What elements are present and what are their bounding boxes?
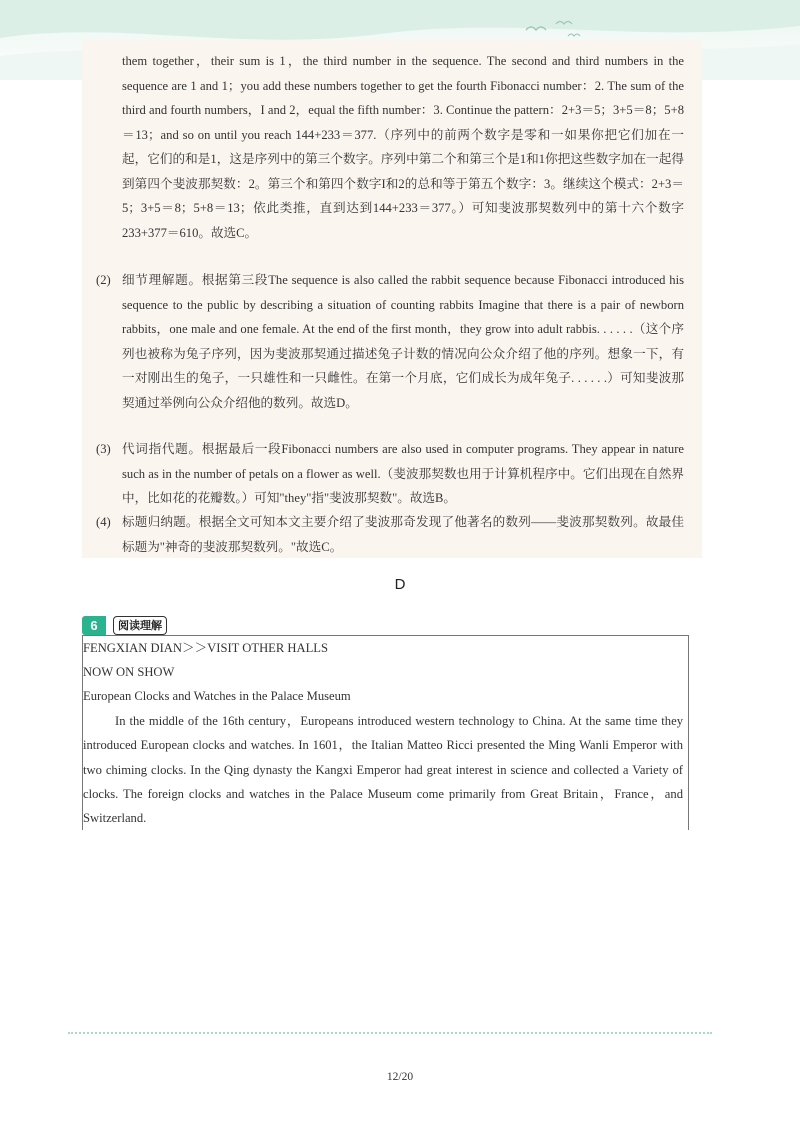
answer-item-text: 标题归纳题。根据全文可知本文主要介绍了斐波那奇发现了他著名的数列——斐波那契数列。故最佳标题为"神奇的斐波那契数列。"故选C。 bbox=[122, 515, 684, 554]
question-type-label: 阅读理解 bbox=[113, 616, 167, 635]
passage-title: European Clocks and Watches in the Palace Museum bbox=[83, 689, 351, 703]
footer-divider bbox=[68, 1032, 712, 1034]
answer-q1-continued: them together，their sum is 1，the third number in the sequence. The second and third numbers in the sequence are 1 and 1；you add these numbers together to get the fourth Fibonacci number：2. The sum of the third and fourth numbers，I and 2，equal the fifth number：3. Continue the pattern：2+3＝5；3+5＝8；5+8＝13；and so on until you reach 144+233＝377.（序列中的前两个数字是零和一如果你把它们加在一起，它们的和是1，这是序列中的第三个数字。序列中第二个和第三个是1和1你把这些数字加在一起得到第四个斐波那契数：2。第三个和第四个数字I和2的总和等于第五个数字：3。继续这个模式：2+3＝5；3+5＝8；5+8＝13；依此类推，直到达到144+233＝377。）可知斐波那契数列中的第十六个数字233+377＝610。故选C。 bbox=[122, 54, 684, 240]
passage-header-line: FENGXIAN DIAN＞＞VISIT OTHER HALLS bbox=[83, 641, 328, 655]
question-number-badge: 6 bbox=[82, 616, 106, 635]
page-number: 12/20 bbox=[386, 1071, 414, 1083]
answer-item-number: (4) bbox=[96, 515, 111, 529]
answer-item-text: 细节理解题。根据第三段The sequence is also called the rabbit sequence because Fibonacci introduced his sequence to the public by describing a situation of counting rabbits Imagine that there is a pair of newborn rabbits，one male and one female. At the end of the first month，they grow into adult rabbis. . . . . .（这个序列也被称为兔子序列，因为斐波那契通过描述兔子计数的情况向公众介绍了他的序列。想象一下，有一对刚出生的兔子，一只雄性和一只雌性。在第一个月底，它们成长为成年兔子. . . . . .）可知斐波那契通过举例向公众介绍他的数列。故选D。 bbox=[122, 273, 684, 410]
answer-item-number: (2) bbox=[96, 273, 111, 287]
answer-item-number: (3) bbox=[96, 442, 111, 456]
section-letter: D bbox=[394, 576, 406, 593]
passage-body: In the middle of the 16th century，Europeans introduced western technology to China. At the same time they introduced European clocks and watches. In 1601，the Italian Matteo Ricci presented the Ming Wanli Emperor with two chiming clocks. In the Qing dynasty the Kangxi Emperor had great interest in science and collected a Variety of clocks. The foreign clocks and watches in the Palace Museum come primarily from Great Britain，France，and Switzerland. bbox=[83, 714, 683, 826]
answer-item-text: 代词指代题。根据最后一段Fibonacci numbers are also used in computer programs. They appear in nature such as in the number of petals on a flower as well.（斐波那契数也用于计算机程序中。它们出现在自然界中，比如花的花瓣数。）可知"they"指"斐波那契数"。故选B。 bbox=[122, 442, 684, 505]
passage-subheader: NOW ON SHOW bbox=[83, 665, 175, 679]
